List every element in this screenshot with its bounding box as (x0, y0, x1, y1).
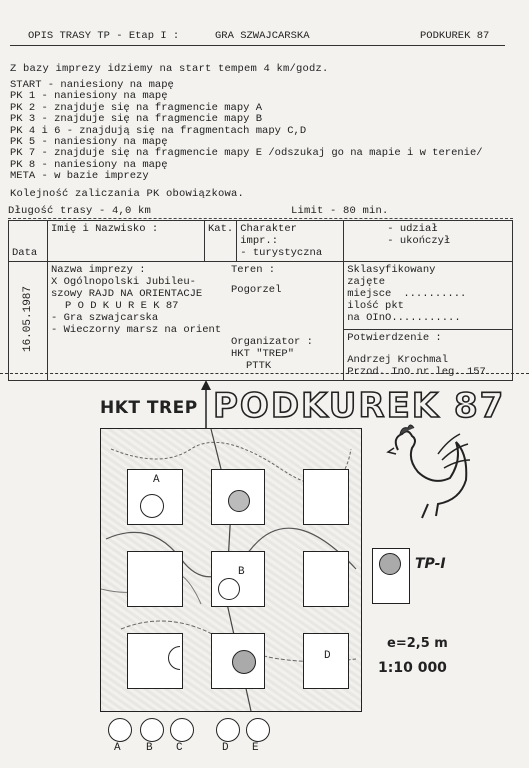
scale-label: 1:10 000 (378, 660, 447, 676)
stage-label: TP-I (415, 556, 446, 572)
event-type-value: - turystyczna (240, 247, 323, 259)
status-header (344, 221, 513, 262)
event-title: PODKUREK 87 (213, 386, 506, 426)
checkpoint-line: PK 7 - znajduje się na fragmencie mapy E /odszukaj go na mapie i w terenie/ (10, 147, 483, 160)
event-line: szowy RAJD NA ORIENTACJE (51, 288, 203, 300)
legend-circle (246, 718, 270, 742)
event-type-header (237, 221, 344, 262)
map-fragment-box (211, 469, 265, 525)
length-text: Długość trasy - 4,0 km (8, 205, 152, 217)
event-line: - Gra szwajcarska (51, 312, 159, 324)
event-label: Nazwa imprezy : (51, 264, 146, 276)
result-cell (344, 262, 513, 381)
legend-circle (170, 718, 194, 742)
north-arrow-icon (198, 380, 214, 430)
checkpoint-list (10, 80, 483, 183)
place-label: zajęte (347, 276, 386, 288)
checkpoint-line: PK 4 i 6 - znajdują się na fragmentach mapy C,D (10, 124, 307, 137)
club-title: HKT TREP (100, 398, 198, 418)
date-header: Data (9, 221, 48, 262)
legend-label: D (222, 742, 229, 754)
classification-box (344, 262, 512, 330)
legend-label: E (252, 742, 259, 754)
map-fragment-box (372, 548, 410, 604)
header-right: PODKUREK 87 (420, 30, 490, 42)
legend-circle (140, 718, 164, 742)
map-fragment-box (211, 633, 265, 689)
legend-label: B (146, 742, 153, 754)
points-label: ilość pkt (347, 300, 404, 312)
page-header (10, 30, 505, 46)
checkpoint-line: PK 1 - naniesiony na mapę (10, 90, 168, 103)
checkpoint-circle (228, 490, 250, 512)
fragment-label: B (238, 566, 245, 578)
organizer-line: PTTK (246, 360, 272, 372)
organizer-label: Organizator : (231, 336, 313, 348)
length-line (8, 205, 513, 219)
fragment-label: A (153, 474, 160, 486)
map-fragment-box (127, 551, 183, 607)
terrain-label: Teren : (231, 264, 276, 276)
participant-card (8, 220, 513, 381)
equidistance-label: e=2,5 m (387, 636, 448, 651)
checkpoint-line: PK 5 - naniesiony na mapę (10, 136, 168, 149)
checkpoint-circle (232, 650, 256, 674)
date-value: 16.05.1987 (22, 285, 34, 352)
points-value: na OInO........... (347, 312, 461, 324)
organizer-line: HKT "TREP" (231, 348, 295, 360)
map-fragment-box (127, 469, 183, 525)
checkpoint-line: PK 8 - naniesiony na mapę (10, 158, 168, 171)
name-header: Imię i Nazwisko : (48, 221, 205, 262)
place-label-2: miejsce .......... (347, 288, 467, 300)
intro-text: Z bazy imprezy idziemy na start tempem 4 km/godz. (10, 63, 329, 75)
legend-circle (108, 718, 132, 742)
signature-line: Przod. InO nr leg. 157 (347, 366, 486, 378)
limit-text: Limit - 80 min. (291, 205, 389, 217)
header-mid: GRA SZWAJCARSKA (215, 30, 310, 42)
map-fragment-box (303, 551, 349, 607)
event-line: - Wieczorny marsz na orient (51, 324, 222, 336)
order-note: Kolejność zaliczania PK obowiązkowa. (10, 188, 245, 200)
checkpoint-line: START - naniesiony na mapę (10, 79, 174, 91)
event-line: X Ogólnopolski Jubileu- (51, 276, 196, 288)
event-line: P O D K U R E K 87 (65, 300, 179, 312)
header-left: OPIS TRASY TP - Etap I : (28, 30, 180, 42)
map-fragment-box (303, 469, 349, 525)
checkpoint-line: PK 3 - znajduje się na fragmencie mapy B (10, 113, 263, 126)
event-type-label: Charakter impr.: (240, 223, 297, 247)
map-fragment-box (127, 633, 183, 689)
legend-circle (216, 718, 240, 742)
legend-label: C (176, 742, 183, 754)
checkpoint-line: META - w bazie imprezy (10, 170, 149, 183)
fragment-label: D (324, 650, 331, 662)
confirmation-label: Potwierdzenie : (347, 332, 442, 344)
status-participation: - udział (387, 223, 438, 235)
checkpoint-circle (379, 553, 401, 575)
rooster-icon (378, 420, 473, 520)
checkpoint-circle (218, 578, 240, 600)
fragment-legend (108, 718, 278, 768)
terrain-value: Pogorzel (231, 284, 282, 296)
orienteering-map (100, 428, 362, 712)
category-header: Kat. (205, 221, 237, 262)
classified-label: Sklasyfikowany (347, 264, 436, 276)
status-completed: - ukończył (387, 235, 451, 247)
event-cell (48, 262, 344, 381)
legend-label: A (114, 742, 121, 754)
cut-line (0, 373, 529, 374)
date-cell (9, 262, 48, 381)
checkpoint-line: PK 2 - znajduje się na fragmencie mapy A (10, 101, 263, 114)
signature-line: Andrzej Krochmal (347, 354, 449, 366)
map-fragment-box (211, 551, 265, 607)
map-fragment-box (303, 633, 349, 689)
checkpoint-circle (140, 494, 164, 518)
